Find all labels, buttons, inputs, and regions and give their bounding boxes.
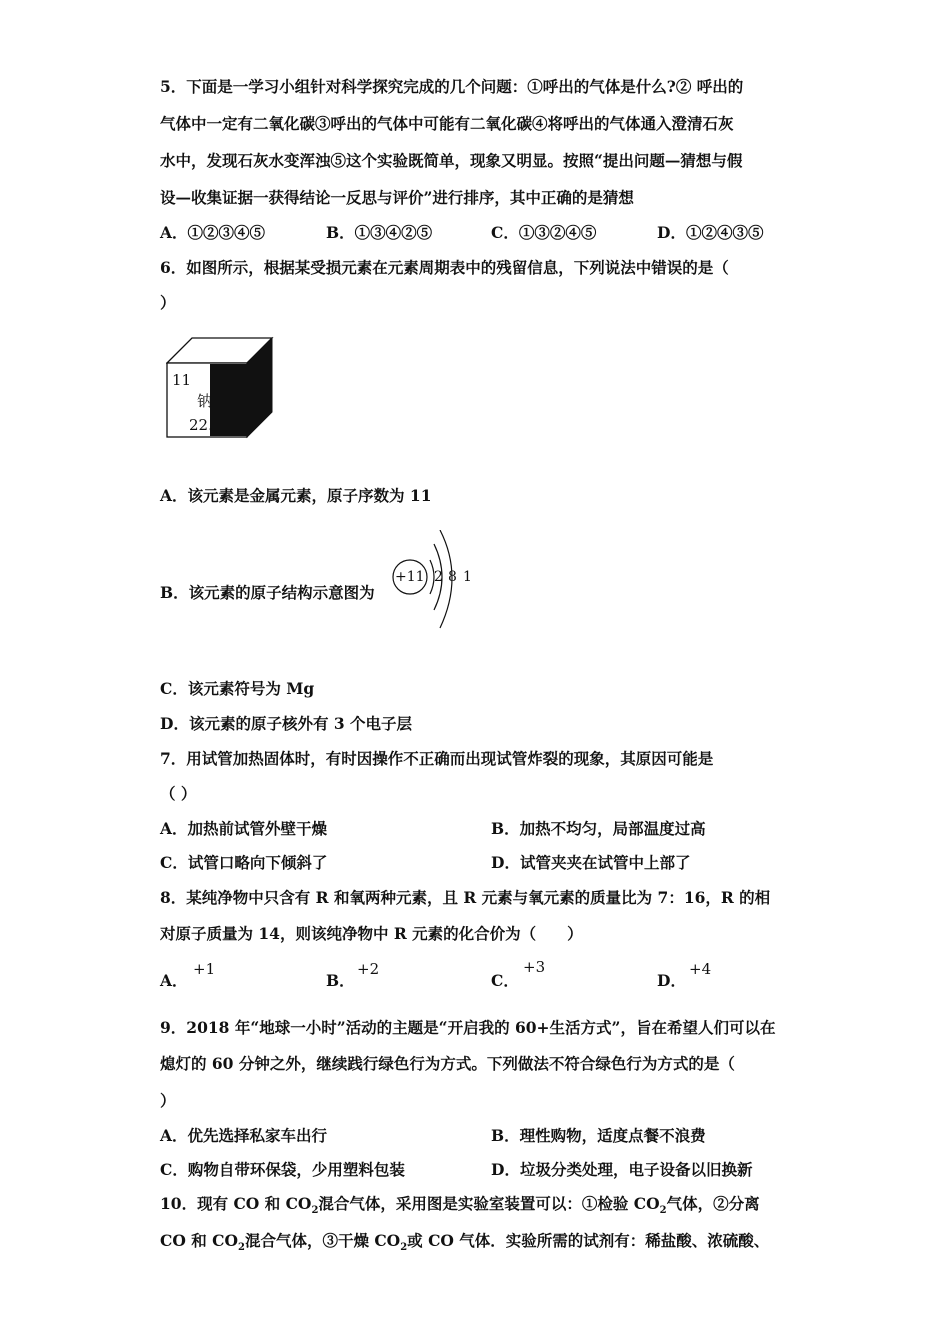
q7-option-b: B．加热不均匀，局部温度过高 bbox=[491, 819, 706, 838]
q10-line-2-part-1: CO 和 CO bbox=[160, 1231, 238, 1250]
q5-line-4: 设—收集证据一获得结论一反思与评价”进行排序，其中正确的是猜想 bbox=[160, 188, 634, 207]
q5-option-b: B．①③④②⑤ bbox=[326, 223, 433, 242]
atom-structure-diagram bbox=[390, 530, 480, 630]
q7-option-d: D．试管夹夹在试管中上部了 bbox=[491, 853, 691, 872]
q5-option-a: A．①②③④⑤ bbox=[160, 223, 266, 242]
q9-line-2: 熄灯的 60 分钟之外，继续践行绿色行为方式。下列做法不符合绿色行为方式的是（ bbox=[160, 1054, 735, 1073]
q5-line-2: 气体中一定有二氧化碳③呼出的气体中可能有二氧化碳④将呼出的气体通入澄清石灰 bbox=[160, 114, 734, 133]
atom-shell-1-electrons: 2 bbox=[434, 569, 443, 585]
q5-option-c: C．①③②④⑤ bbox=[491, 223, 597, 242]
q8-option-d-value: +4 bbox=[689, 960, 712, 978]
q9-option-c: C．购物自带环保袋，少用塑料包装 bbox=[160, 1160, 405, 1179]
q6-option-b: B．该元素的原子结构示意图为 bbox=[160, 583, 375, 602]
q10-line-1 bbox=[160, 1194, 760, 1221]
q8-option-b-value: +2 bbox=[357, 960, 380, 978]
q10-line-1-subscript-1: 2 bbox=[311, 1205, 319, 1217]
q10-line-1-subscript-2: 2 bbox=[659, 1205, 667, 1217]
q7-option-a: A．加热前试管外壁干燥 bbox=[160, 819, 328, 838]
q6-line-1: 6．如图所示，根据某受损元素在元素周期表中的残留信息，下列说法中错误的是（ bbox=[160, 258, 729, 277]
q10-line-1-part-2: 混合气体，采用图是实验室装置可以：①检验 CO bbox=[318, 1194, 660, 1213]
atom-shell-2-electrons: 8 bbox=[448, 569, 457, 585]
q8-option-a-value: +1 bbox=[193, 960, 216, 978]
q9-line-1: 9．2018 年“地球一小时”活动的主题是“开启我的 60+生活方式”，旨在希望人们可以在 bbox=[160, 1018, 776, 1037]
q10-line-2-subscript-2: 2 bbox=[400, 1242, 408, 1254]
q9-option-a: A．优先选择私家车出行 bbox=[160, 1126, 328, 1145]
q5-line-3: 水中，发现石灰水变浑浊⑤这个实验既简单，现象又明显。按照“提出问题—猜想与假 bbox=[160, 151, 743, 170]
q10-line-1-part-1: 10．现有 CO 和 CO bbox=[160, 1194, 312, 1213]
element-name: 钠 bbox=[197, 392, 213, 410]
q6-option-d: D．该元素的原子核外有 3 个电子层 bbox=[160, 714, 413, 733]
q7-line-2: （ ） bbox=[160, 784, 197, 803]
q9-option-b: B．理性购物，适度点餐不浪费 bbox=[491, 1126, 706, 1145]
atom-shell-3-electrons: 1 bbox=[463, 569, 472, 585]
q8-option-a-letter: A． bbox=[160, 971, 188, 990]
q9-option-d: D．垃圾分类处理，电子设备以旧换新 bbox=[491, 1160, 753, 1179]
q8-line-2: 对原子质量为 14，则该纯净物中 R 元素的化合价为（ ） bbox=[160, 924, 583, 943]
atom-nucleus-charge: +11 bbox=[395, 569, 425, 585]
q8-option-c-letter: C． bbox=[491, 971, 519, 990]
q8-option-c-value: +3 bbox=[523, 958, 546, 976]
element-atomic-number: 11 bbox=[172, 371, 192, 389]
q10-line-1-part-3: 气体，②分离 bbox=[666, 1194, 760, 1213]
q6-option-c: C．该元素符号为 Mg bbox=[160, 679, 315, 698]
q10-line-2-subscript-1: 2 bbox=[237, 1242, 245, 1254]
q7-option-c: C．试管口略向下倾斜了 bbox=[160, 853, 328, 872]
q6-line-2: ） bbox=[160, 293, 176, 312]
q8-line-1: 8．某纯净物中只含有 R 和氧两种元素，且 R 元素与氧元素的质量比为 7：16，R 的相 bbox=[160, 888, 771, 907]
q6-option-a: A．该元素是金属元素，原子序数为 11 bbox=[160, 486, 432, 505]
q5-option-d: D．①②④③⑤ bbox=[657, 223, 764, 242]
element-cell-figure bbox=[166, 333, 276, 441]
q9-line-3: ） bbox=[160, 1091, 176, 1110]
q7-line-1: 7．用试管加热固体时，有时因操作不正确而出现试管炸裂的现象，其原因可能是 bbox=[160, 749, 714, 768]
q8-option-d-letter: D． bbox=[657, 971, 686, 990]
q10-line-2 bbox=[160, 1231, 769, 1258]
element-atomic-mass: 22. bbox=[189, 416, 213, 434]
q10-line-2-part-3: 或 CO 气体．实验所需的试剂有：稀盐酸、浓硫酸、 bbox=[407, 1231, 770, 1250]
q5-line-1: 5．下面是一学习小组针对科学探究完成的几个问题：①呼出的气体是什么?② 呼出的 bbox=[160, 77, 744, 96]
q10-line-2-part-2: 混合气体，③干燥 CO bbox=[244, 1231, 401, 1250]
q8-option-b-letter: B． bbox=[326, 971, 355, 990]
